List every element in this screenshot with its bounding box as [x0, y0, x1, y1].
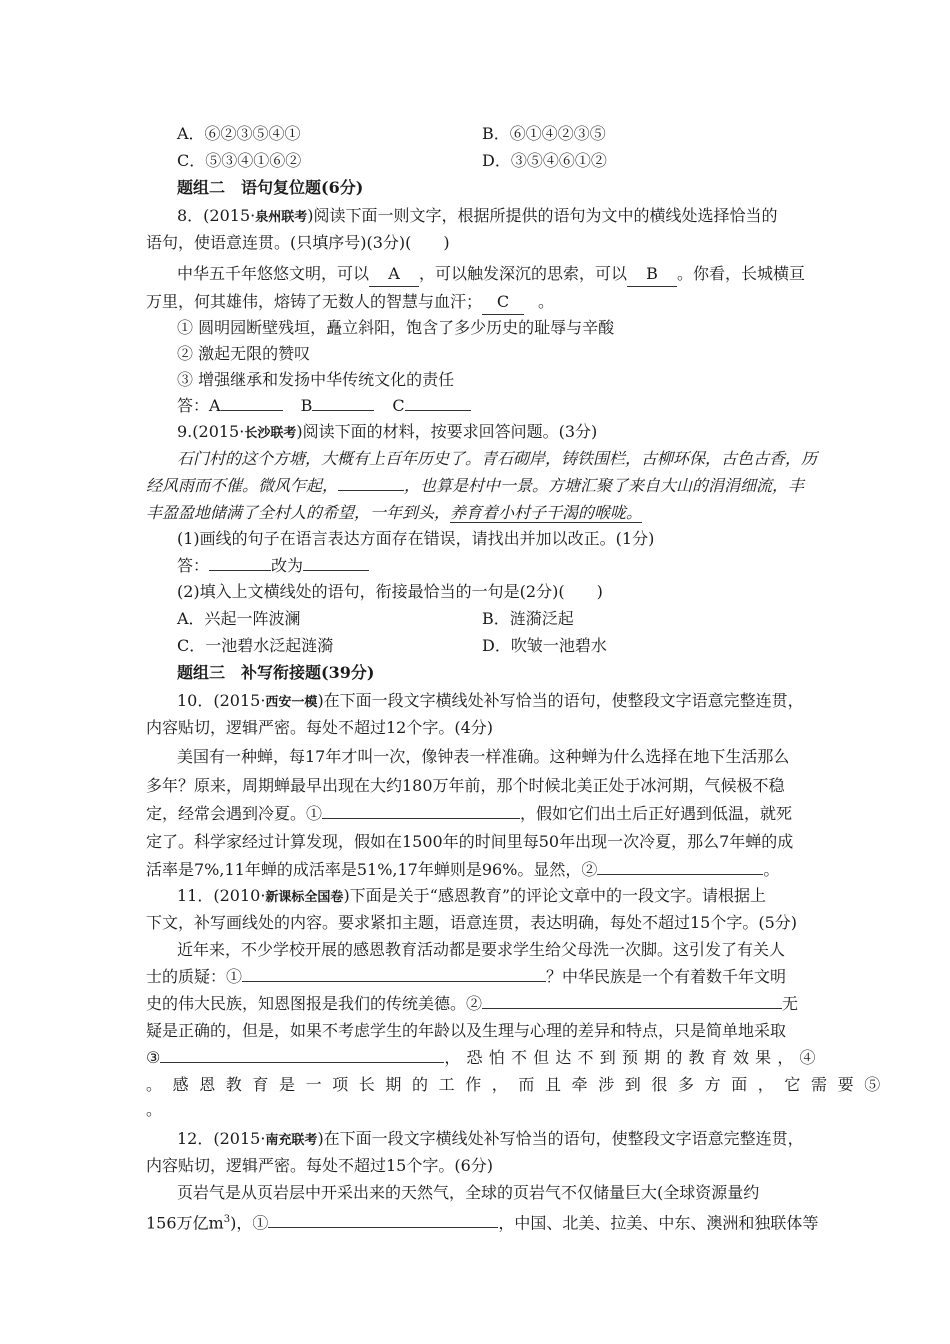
q11-passage-line4: 疑是正确的，但是，如果不考虑学生的年龄以及生理与心理的差异和特点，只是简单地采取 [146, 1021, 787, 1040]
q11-passage-line5: ③ ，恐怕不但达不到预期的教育效果，④ [146, 1048, 822, 1067]
q8-stem-line1 [177, 204, 778, 230]
q10-passage-line5: 活率是7%,11年蝉的成活率是51%,17年蝉则是96%。显然，② 。 [146, 860, 780, 879]
q10-source: 西安一模 [265, 695, 318, 710]
q11-stem-line1: 11．(2010·新课标全国卷)下面是关于“感恩教育”的评论文章中的一段文字。请根据上 [177, 886, 767, 905]
q10-passage-line2: 多年？原来，周期蝉最早出现在大约180万年前，那个时候北美正处于冰河期，气候极不稳 [146, 776, 785, 795]
q11-passage-line7: 。 [146, 1100, 163, 1119]
q8-passage-line2: 万里，何其雄伟，熔铸了无数人的智慧与血汗； C 。 [146, 290, 554, 315]
q9-sub1-answer: 答： 改为 [177, 554, 369, 578]
q8-source: 泉州联考 [255, 210, 308, 225]
q8-answer-blank-a[interactable] [221, 396, 283, 411]
q9-option-b: B．涟漪泛起 [482, 609, 574, 628]
q9-source: 长沙联考 [244, 426, 297, 441]
q9-material-blank[interactable] [338, 476, 404, 491]
q8-option-2: ② 激起无限的赞叹 [177, 344, 311, 363]
q11-source: 新课标全国卷 [265, 890, 344, 905]
q10-blank-2[interactable] [597, 860, 763, 875]
q9-option-c: C．一池碧水泛起涟漪 [177, 636, 334, 655]
q9-sub1-blank-fix[interactable] [303, 556, 369, 571]
q11-blank-2[interactable] [482, 994, 782, 1009]
q9-option-d: D．吹皱一池碧水 [482, 636, 607, 655]
q8-option-1: ① 圆明园断壁残垣，矗立斜阳，饱含了多少历史的耻辱与辛酸 [177, 318, 615, 337]
q11-blank-3[interactable] [160, 1048, 444, 1063]
q9-underlined-sentence: 养育着小村子干渴的喉咙。 [450, 503, 643, 522]
q11-passage-line1: 近年来，不少学校开展的感恩教育活动都是要求学生给父母洗一次脚。这引发了有关人 [177, 940, 786, 959]
q10-passage-line3: 定，经常会遇到冷夏。① ，假如它们出土后正好遇到低温，就死 [146, 804, 793, 823]
q8-answer-blank-b[interactable] [312, 396, 374, 411]
q11-passage-line2: 士的质疑：① ？中华民族是一个有着数千年文明 [146, 967, 787, 986]
q12-stem-line2: 内容贴切，逻辑严密。每处不超过15个字。(6分) [146, 1156, 494, 1175]
q12-blank-1[interactable] [268, 1213, 498, 1228]
q10-passage-line4: 定了。科学家经过计算发现，假如在1500年的时间里每50年出现一次冷夏，那么7年蝉的成 [146, 832, 794, 851]
q11-stem-line2: 下文，补写画线处的内容。要求紧扣主题，语意连贯，表达明确，每处不超过15个字。(5分) [146, 913, 798, 932]
q8-stem-line2: 语句，使语意连贯。(只填序号)(3分)( ) [146, 233, 450, 252]
q8-passage-line1: 中华五千年悠悠文明，可以 A ，可以触发深沉的思索，可以 B 。你看，长城横亘 [177, 262, 805, 287]
q8-number: 8．(2015· [177, 206, 256, 225]
q10-blank-1[interactable] [322, 804, 520, 819]
q7-option-c: C．⑤③④①⑥② [177, 151, 302, 170]
q9-sub1: (1)画线的句子在语言表达方面存在错误，请找出并加以改正。(1分) [177, 529, 655, 548]
q9-material-line2: 经风雨而不催。微风乍起， ，也算是村中一景。方塘汇聚了来自大山的涓涓细流，丰 [146, 476, 805, 495]
q9-stem: 9.(2015·长沙联考)阅读下面的材料，按要求回答问题。(3分) [177, 422, 598, 441]
q9-material-line3: 丰盈盈地储满了全村人的希望，一年到头，养育着小村子干渴的喉咙。 [146, 503, 643, 522]
q10-stem-line2: 内容贴切，逻辑严密。每处不超过12个字。(4分) [146, 718, 494, 737]
q10-stem-line1: 10．(2015·西安一模)在下面一段文字横线处补写恰当的语句，使整段文字语意完整连贯， [177, 691, 804, 710]
q7-option-d: D．③⑤④⑥①② [482, 151, 607, 170]
q8-answer-blank-c[interactable] [405, 396, 471, 411]
q12-passage-line1: 页岩气是从页岩层中开采出来的天然气，全球的页岩气不仅储量巨大(全球资源量约 [177, 1183, 760, 1202]
q12-source: 南充联考 [265, 1133, 318, 1148]
q8-stem1: )阅读下面一则文字，根据所提供的语句为文中的横线处选择恰当的 [307, 206, 778, 225]
q8-blank-c: C [482, 290, 524, 315]
q9-option-a: A．兴起一阵波澜 [177, 609, 301, 628]
q9-material-line1: 石门村的这个方塘，大概有上百年历史了。青石砌岸，铸铁围栏，古柳环保，古色古香，历 [177, 449, 818, 468]
q8-answer-line: 答：A B C [177, 394, 471, 418]
q11-blank-1[interactable] [242, 967, 546, 982]
q8-blank-b: B [627, 262, 677, 287]
q8-option-3: ③ 增强继承和发扬中华传统文化的责任 [177, 370, 455, 389]
q8-blank-a: A [369, 262, 419, 287]
q11-passage-line6: 。感恩教育是一项长期的工作，而且牵涉到很多方面，它需要⑤ [146, 1075, 891, 1094]
q7-option-a: A．⑥②③⑤④① [177, 124, 301, 143]
group2-title: 题组二 语句复位题(6分) [177, 178, 364, 197]
q12-passage-line2: 156万亿$m^3$)，① ，中国、北美、拉美、中东、澳洲和独联体等 [146, 1213, 819, 1233]
q10-passage-line1: 美国有一种蝉，每17年才叫一次，像钟表一样准确。这种蝉为什么选择在地下生活那么 [177, 747, 790, 766]
q9-sub2: (2)填入上文横线处的语句，衔接最恰当的一句是(2分)( ) [177, 582, 603, 601]
q11-passage-line3: 史的伟大民族，知恩图报是我们的传统美德。② 无 [146, 994, 799, 1013]
group3-title: 题组三 补写衔接题(39分) [177, 663, 375, 682]
q12-stem-line1: 12．(2015·南充联考)在下面一段文字横线处补写恰当的语句，使整段文字语意完整连贯， [177, 1129, 804, 1148]
q7-option-b: B．⑥①④②③⑤ [482, 124, 606, 143]
q9-sub1-blank-wrong[interactable] [209, 556, 271, 571]
